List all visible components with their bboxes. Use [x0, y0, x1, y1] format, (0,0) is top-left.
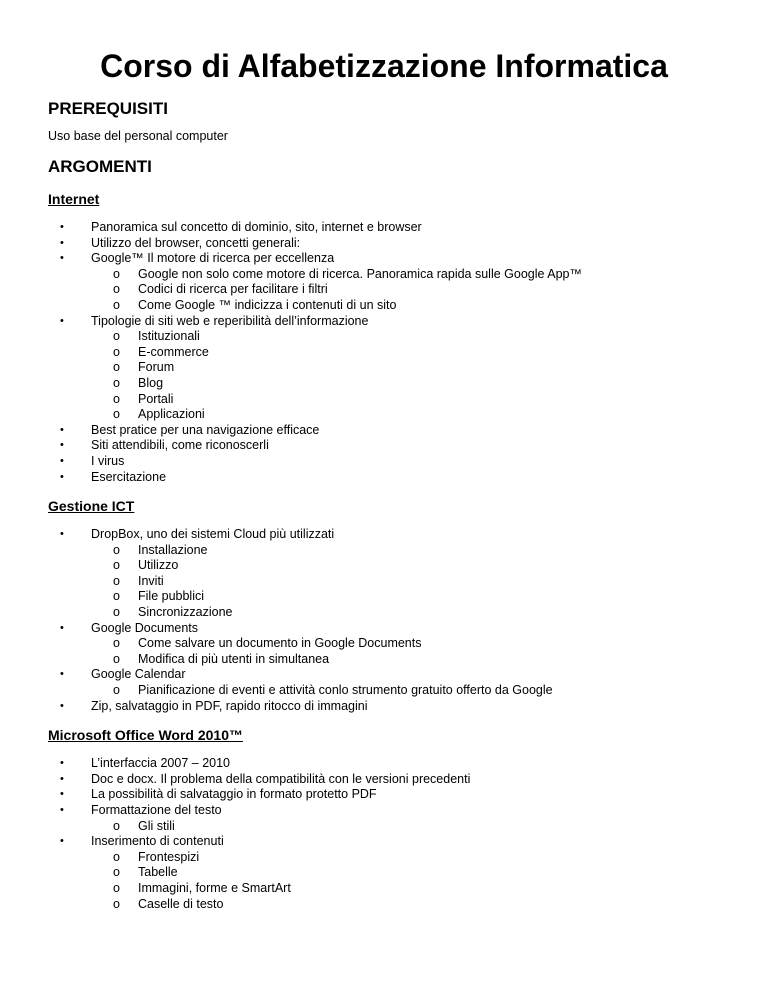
circle-bullet-icon: o — [113, 589, 120, 604]
sub-list — [91, 636, 720, 667]
sub-list — [91, 267, 720, 314]
list-item — [48, 470, 720, 486]
list-item — [48, 236, 720, 252]
sub-list-item — [91, 574, 720, 590]
circle-bullet-icon: o — [113, 407, 120, 422]
prerequisites-heading: PREREQUISITI — [48, 99, 168, 118]
sub-list-item-text: Tabelle — [138, 865, 178, 880]
list-item — [48, 621, 720, 668]
sub-list-item — [91, 636, 720, 652]
circle-bullet-icon: o — [113, 880, 120, 895]
list-item — [48, 220, 720, 236]
sub-list-item — [91, 850, 720, 866]
sub-list-item — [91, 605, 720, 621]
bullet-icon: • — [60, 772, 64, 785]
circle-bullet-icon: o — [113, 360, 120, 375]
list-item-text: L’interfaccia 2007 – 2010 — [91, 756, 230, 771]
bullet-icon: • — [60, 835, 64, 848]
sub-list-item-text: Come salvare un documento in Google Documents — [138, 636, 422, 651]
circle-bullet-icon: o — [113, 266, 120, 281]
sub-list-item-text: Istituzionali — [138, 329, 200, 344]
list-item-text: Panoramica sul concetto di dominio, sito, internet e browser — [91, 220, 422, 234]
sub-list — [91, 850, 720, 912]
sub-list-item-text: E-commerce — [138, 344, 209, 359]
sub-list-item-text: Gli stili — [138, 818, 175, 833]
bullet-icon: • — [60, 252, 64, 265]
list-item-text: Inserimento di contenuti — [91, 834, 224, 849]
bullet-icon: • — [60, 788, 64, 801]
list-item-text: Esercitazione — [91, 469, 167, 484]
bullet-icon: • — [60, 668, 64, 681]
sub-list-item-text: Caselle di testo — [138, 896, 224, 911]
section-heading-2: Microsoft Office Word 2010™ — [48, 727, 244, 744]
list-item-text: Google Calendar — [91, 667, 186, 682]
sub-list-item — [91, 345, 720, 361]
circle-bullet-icon: o — [113, 558, 120, 573]
circle-bullet-icon: o — [113, 297, 120, 312]
bullet-icon: • — [60, 528, 64, 541]
section-heading-0: Internet — [48, 191, 100, 207]
list-item — [48, 803, 720, 834]
list-item — [48, 787, 720, 803]
sub-list-item-text: Come Google ™ indicizza i contenuti di un sito — [138, 297, 397, 312]
list-item-text: Doc e docx. Il problema della compatibilità con le versioni precedenti — [91, 771, 471, 786]
document-title: Corso di Alfabetizzazione Informatica — [100, 48, 668, 84]
list-item-text: Zip, salvataggio in PDF, rapido ritocco di immagini — [91, 698, 368, 713]
sub-list — [91, 819, 720, 835]
bullet-icon: • — [60, 439, 64, 452]
list-item-text: DropBox, uno dei sistemi Cloud più utilizzati — [91, 527, 335, 542]
sub-list-item-text: Applicazioni — [138, 407, 205, 422]
circle-bullet-icon: o — [113, 683, 120, 698]
circle-bullet-icon: o — [113, 573, 120, 588]
sub-list-item — [91, 589, 720, 605]
list-item-text: La possibilità di salvataggio in formato protetto PDF — [91, 787, 377, 802]
list-item — [48, 527, 720, 621]
circle-bullet-icon: o — [113, 344, 120, 359]
sub-list-item — [91, 360, 720, 376]
sub-list — [91, 329, 720, 423]
sub-list-item — [91, 329, 720, 345]
sub-list-item — [91, 282, 720, 298]
sub-list-item-text: File pubblici — [138, 589, 205, 604]
sub-list — [91, 683, 720, 699]
circle-bullet-icon: o — [113, 896, 120, 911]
bullet-icon: • — [60, 470, 64, 483]
list-item-text: Google™ Il motore di ricerca per eccellenza — [91, 251, 335, 266]
sub-list-item-text: Portali — [138, 391, 174, 406]
bullet-icon: • — [60, 454, 64, 467]
sub-list-item — [91, 881, 720, 897]
circle-bullet-icon: o — [113, 865, 120, 880]
list-item — [48, 314, 720, 423]
list-item-text: Utilizzo del browser, concetti generali: — [91, 235, 301, 250]
sub-list-item-text: Immagini, forme e SmartArt — [138, 880, 291, 895]
list-item-text: I virus — [91, 453, 125, 468]
circle-bullet-icon: o — [113, 329, 120, 344]
list-item-text: Best pratice per una navigazione efficace — [91, 422, 320, 437]
list-item — [48, 834, 720, 912]
list-item — [48, 667, 720, 698]
sub-list-item — [91, 376, 720, 392]
list-item — [48, 756, 720, 772]
circle-bullet-icon: o — [113, 849, 120, 864]
list-item — [48, 454, 720, 470]
bullet-icon: • — [60, 423, 64, 436]
circle-bullet-icon: o — [113, 651, 120, 666]
circle-bullet-icon: o — [113, 636, 120, 651]
list-item-text: Tipologie di siti web e reperibilità dell’informazione — [91, 313, 369, 328]
sub-list-item — [91, 543, 720, 559]
sub-list-item-text: Google non solo come motore di ricerca. Panoramica rapida sulle Google App™ — [138, 266, 582, 281]
sub-list-item-text: Installazione — [138, 542, 208, 557]
list-item — [48, 251, 720, 313]
section-list-1 — [48, 527, 720, 714]
sub-list-item — [91, 407, 720, 423]
circle-bullet-icon: o — [113, 542, 120, 557]
sub-list-item — [91, 298, 720, 314]
list-item — [48, 772, 720, 788]
bullet-icon: • — [60, 621, 64, 634]
sub-list-item-text: Codici di ricerca per facilitare i filtri — [138, 282, 328, 297]
sub-list-item-text: Forum — [138, 360, 175, 375]
bullet-icon: • — [60, 314, 64, 327]
circle-bullet-icon: o — [113, 818, 120, 833]
topics-heading: ARGOMENTI — [48, 157, 152, 176]
sub-list-item-text: Pianificazione di eventi e attività conlo strumento gratuito offerto da Google — [138, 683, 553, 698]
bullet-icon: • — [60, 699, 64, 712]
sub-list-item — [91, 683, 720, 699]
bullet-icon: • — [60, 236, 64, 249]
section-heading-1: Gestione ICT — [48, 498, 135, 515]
list-item-text: Google Documents — [91, 620, 199, 635]
section-list-2 — [48, 756, 720, 912]
sub-list-item — [91, 819, 720, 835]
sub-list-item — [91, 392, 720, 408]
sub-list-item — [91, 865, 720, 881]
list-item-text: Siti attendibili, come riconoscerli — [91, 438, 269, 453]
sub-list-item-text: Blog — [138, 375, 164, 390]
sub-list-item — [91, 897, 720, 913]
topics-sections — [48, 190, 720, 912]
section-list-0 — [48, 220, 720, 485]
bullet-icon: • — [60, 804, 64, 816]
sub-list-item-text: Inviti — [138, 573, 164, 588]
sub-list-item-text: Sincronizzazione — [138, 605, 233, 620]
sub-list-item — [91, 558, 720, 574]
bullet-icon: • — [60, 757, 64, 770]
list-item — [48, 423, 720, 439]
sub-list-item-text: Utilizzo — [138, 558, 179, 573]
sub-list-item — [91, 652, 720, 668]
sub-list-item-text: Modifica di più utenti in simultanea — [138, 651, 330, 666]
prerequisites-text: Uso base del personal computer — [48, 129, 228, 143]
list-item — [48, 438, 720, 454]
circle-bullet-icon: o — [113, 605, 120, 620]
circle-bullet-icon: o — [113, 282, 120, 297]
sub-list — [91, 543, 720, 621]
list-item-text: Formattazione del testo — [91, 803, 222, 817]
sub-list-item — [91, 267, 720, 283]
circle-bullet-icon: o — [113, 375, 120, 390]
circle-bullet-icon: o — [113, 391, 120, 406]
list-item — [48, 699, 720, 715]
sub-list-item-text: Frontespizi — [138, 849, 200, 864]
bullet-icon: • — [60, 221, 64, 233]
